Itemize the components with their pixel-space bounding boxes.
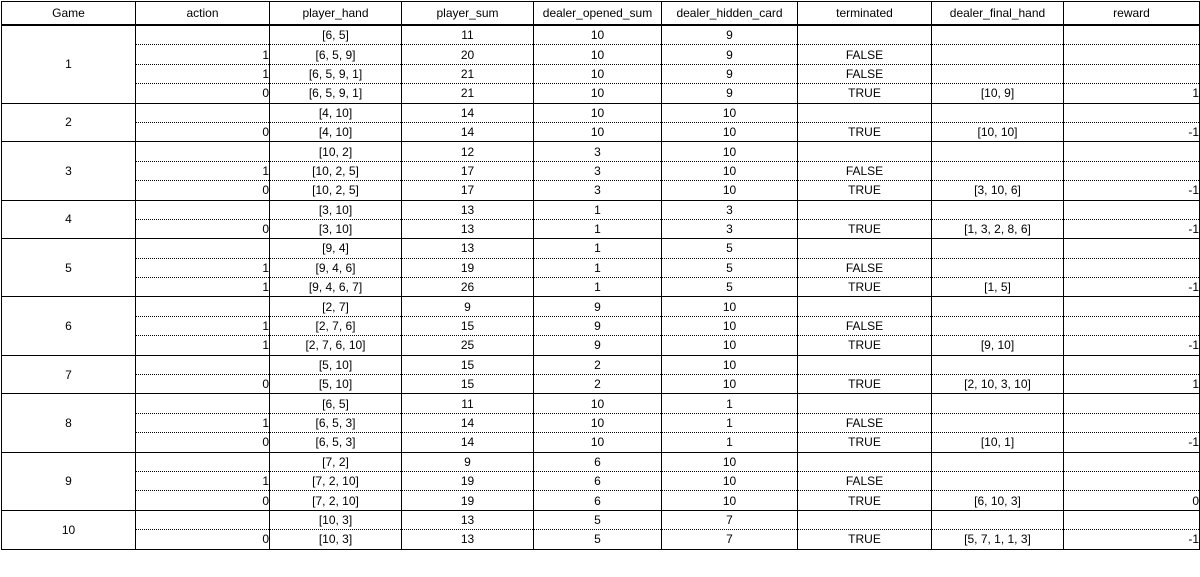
cell-action [136,142,270,161]
cell-player-sum: 13 [402,219,534,238]
table-row [2,491,1200,510]
cell-player-hand: [6, 5, 9] [270,45,402,64]
cell-player-hand: [7, 2] [270,452,402,471]
cell-dealer-hidden-card: 3 [662,200,798,219]
cell-dealer-final-hand [932,413,1064,432]
table-row [2,103,1200,122]
cell-player-sum: 19 [402,258,534,277]
cell-player-sum: 19 [402,471,534,490]
cell-reward [1064,161,1200,180]
cell-action: 0 [136,122,270,141]
cell-action: 1 [136,471,270,490]
cell-terminated: FALSE [798,45,932,64]
cell-game: 5 [2,239,136,297]
cell-reward [1064,239,1200,258]
cell-action: 1 [136,336,270,355]
table-row [2,413,1200,432]
cell-player-hand: [6, 5] [270,394,402,413]
cell-action [136,103,270,122]
cell-action: 0 [136,84,270,103]
cell-dealer-final-hand: [9, 10] [932,336,1064,355]
cell-player-hand: [6, 5] [270,25,402,45]
cell-player-sum: 19 [402,491,534,510]
cell-dealer-final-hand: [3, 10, 6] [932,181,1064,200]
cell-dealer-hidden-card: 5 [662,258,798,277]
cell-dealer-opened-sum: 10 [534,413,662,432]
cell-player-sum: 25 [402,336,534,355]
cell-dealer-opened-sum: 10 [534,103,662,122]
cell-dealer-opened-sum: 1 [534,239,662,258]
header-row [2,2,1200,26]
cell-game: 10 [2,510,136,549]
cell-dealer-opened-sum: 6 [534,471,662,490]
cell-dealer-hidden-card: 10 [662,336,798,355]
cell-player-sum: 21 [402,64,534,83]
cell-reward [1064,471,1200,490]
cell-action: 0 [136,219,270,238]
table-row [2,530,1200,549]
cell-dealer-hidden-card: 10 [662,355,798,374]
cell-terminated: TRUE [798,84,932,103]
cell-dealer-hidden-card: 1 [662,413,798,432]
cell-player-sum: 15 [402,375,534,394]
cell-dealer-final-hand: [10, 10] [932,122,1064,141]
cell-terminated: TRUE [798,530,932,549]
cell-dealer-opened-sum: 3 [534,181,662,200]
cell-reward: -1 [1064,122,1200,141]
cell-reward: 1 [1064,84,1200,103]
cell-dealer-hidden-card: 7 [662,510,798,529]
table-row [2,316,1200,335]
cell-terminated: TRUE [798,122,932,141]
cell-dealer-final-hand [932,258,1064,277]
cell-player-sum: 13 [402,530,534,549]
cell-dealer-final-hand [932,45,1064,64]
cell-reward [1064,103,1200,122]
cell-dealer-hidden-card: 3 [662,219,798,238]
cell-reward: -1 [1064,530,1200,549]
header-dealer-opened-sum: dealer_opened_sum [534,2,662,26]
blackjack-games-table [1,1,1200,550]
cell-player-hand: [6, 5, 9, 1] [270,64,402,83]
header-reward: reward [1064,2,1200,26]
cell-reward: -1 [1064,219,1200,238]
cell-dealer-hidden-card: 9 [662,64,798,83]
cell-reward [1064,510,1200,529]
cell-action [136,510,270,529]
cell-player-sum: 13 [402,200,534,219]
cell-dealer-final-hand [932,510,1064,529]
table-row [2,84,1200,103]
cell-action: 1 [136,258,270,277]
header-player-sum: player_sum [402,2,534,26]
cell-dealer-opened-sum: 10 [534,394,662,413]
cell-game: 1 [2,25,136,103]
cell-player-hand: [10, 3] [270,510,402,529]
cell-reward [1064,45,1200,64]
table-row [2,142,1200,161]
cell-dealer-final-hand [932,161,1064,180]
cell-action [136,239,270,258]
cell-dealer-final-hand [932,355,1064,374]
cell-player-hand: [6, 5, 3] [270,413,402,432]
cell-dealer-hidden-card: 10 [662,375,798,394]
cell-player-sum: 14 [402,103,534,122]
cell-terminated: TRUE [798,491,932,510]
cell-reward: 1 [1064,375,1200,394]
cell-player-hand: [2, 7] [270,297,402,316]
cell-action [136,297,270,316]
table-row [2,45,1200,64]
table-row [2,510,1200,529]
cell-dealer-final-hand: [2, 10, 3, 10] [932,375,1064,394]
cell-game: 4 [2,200,136,239]
cell-dealer-opened-sum: 1 [534,258,662,277]
cell-dealer-opened-sum: 10 [534,64,662,83]
table-row [2,25,1200,45]
cell-dealer-final-hand [932,297,1064,316]
cell-action [136,200,270,219]
cell-dealer-final-hand: [6, 10, 3] [932,491,1064,510]
cell-game: 3 [2,142,136,200]
cell-action: 1 [136,161,270,180]
header-dealer-final-hand: dealer_final_hand [932,2,1064,26]
cell-game: 2 [2,103,136,142]
cell-player-hand: [2, 7, 6] [270,316,402,335]
cell-terminated [798,355,932,374]
cell-terminated: FALSE [798,161,932,180]
cell-player-sum: 17 [402,161,534,180]
table-row [2,64,1200,83]
cell-player-sum: 15 [402,355,534,374]
cell-reward: -1 [1064,336,1200,355]
table-row [2,278,1200,297]
cell-dealer-hidden-card: 7 [662,530,798,549]
cell-action: 0 [136,491,270,510]
cell-player-sum: 12 [402,142,534,161]
cell-dealer-hidden-card: 10 [662,122,798,141]
cell-dealer-opened-sum: 9 [534,316,662,335]
cell-dealer-opened-sum: 9 [534,336,662,355]
cell-reward: -1 [1064,433,1200,452]
cell-player-hand: [4, 10] [270,122,402,141]
cell-reward [1064,355,1200,374]
cell-dealer-opened-sum: 2 [534,355,662,374]
cell-terminated [798,103,932,122]
cell-dealer-final-hand: [1, 5] [932,278,1064,297]
cell-terminated [798,394,932,413]
cell-dealer-hidden-card: 10 [662,297,798,316]
cell-reward [1064,25,1200,45]
cell-dealer-hidden-card: 10 [662,491,798,510]
cell-player-sum: 11 [402,394,534,413]
cell-reward [1064,258,1200,277]
cell-dealer-final-hand [932,25,1064,45]
cell-terminated [798,297,932,316]
table-row [2,122,1200,141]
cell-player-hand: [2, 7, 6, 10] [270,336,402,355]
cell-action: 1 [136,278,270,297]
cell-terminated [798,200,932,219]
cell-dealer-final-hand [932,200,1064,219]
cell-dealer-opened-sum: 10 [534,122,662,141]
cell-dealer-final-hand [932,64,1064,83]
cell-player-sum: 14 [402,413,534,432]
cell-dealer-hidden-card: 10 [662,181,798,200]
cell-player-sum: 17 [402,181,534,200]
cell-player-sum: 26 [402,278,534,297]
cell-terminated [798,239,932,258]
cell-dealer-opened-sum: 3 [534,142,662,161]
table-body [2,25,1200,549]
cell-terminated: FALSE [798,413,932,432]
header-player-hand: player_hand [270,2,402,26]
cell-dealer-opened-sum: 5 [534,530,662,549]
cell-player-hand: [3, 10] [270,200,402,219]
cell-player-hand: [10, 2] [270,142,402,161]
cell-terminated: TRUE [798,278,932,297]
cell-player-hand: [10, 3] [270,530,402,549]
cell-dealer-opened-sum: 3 [534,161,662,180]
cell-action [136,25,270,45]
table-row [2,375,1200,394]
cell-player-sum: 14 [402,122,534,141]
cell-game: 9 [2,452,136,510]
cell-dealer-hidden-card: 10 [662,142,798,161]
cell-terminated [798,25,932,45]
cell-dealer-opened-sum: 1 [534,219,662,238]
cell-player-sum: 21 [402,84,534,103]
cell-action: 0 [136,181,270,200]
table-row [2,200,1200,219]
cell-dealer-opened-sum: 2 [534,375,662,394]
cell-reward: 0 [1064,491,1200,510]
cell-reward [1064,394,1200,413]
cell-action: 0 [136,530,270,549]
cell-dealer-final-hand [932,142,1064,161]
cell-terminated: TRUE [798,181,932,200]
cell-dealer-hidden-card: 5 [662,239,798,258]
cell-dealer-hidden-card: 10 [662,161,798,180]
cell-reward [1064,452,1200,471]
cell-dealer-final-hand: [1, 3, 2, 8, 6] [932,219,1064,238]
cell-player-hand: [6, 5, 3] [270,433,402,452]
cell-reward [1064,142,1200,161]
table-row [2,471,1200,490]
header-game: Game [2,2,136,26]
table-row [2,433,1200,452]
cell-player-sum: 9 [402,452,534,471]
cell-terminated: TRUE [798,375,932,394]
cell-dealer-hidden-card: 5 [662,278,798,297]
cell-action [136,394,270,413]
cell-player-hand: [3, 10] [270,219,402,238]
cell-action: 0 [136,375,270,394]
cell-terminated: FALSE [798,316,932,335]
cell-player-hand: [7, 2, 10] [270,471,402,490]
header-action: action [136,2,270,26]
cell-player-sum: 9 [402,297,534,316]
cell-dealer-hidden-card: 10 [662,316,798,335]
cell-dealer-hidden-card: 1 [662,394,798,413]
cell-dealer-hidden-card: 10 [662,452,798,471]
cell-player-sum: 13 [402,239,534,258]
cell-dealer-hidden-card: 10 [662,103,798,122]
cell-terminated: TRUE [798,219,932,238]
cell-dealer-hidden-card: 1 [662,433,798,452]
cell-player-sum: 11 [402,25,534,45]
cell-player-hand: [4, 10] [270,103,402,122]
cell-dealer-hidden-card: 9 [662,25,798,45]
table-row [2,394,1200,413]
cell-dealer-opened-sum: 10 [534,84,662,103]
cell-terminated: FALSE [798,258,932,277]
cell-dealer-opened-sum: 1 [534,278,662,297]
cell-dealer-hidden-card: 10 [662,471,798,490]
cell-dealer-opened-sum: 6 [534,491,662,510]
table-row [2,258,1200,277]
table-row [2,452,1200,471]
cell-dealer-opened-sum: 6 [534,452,662,471]
cell-action [136,355,270,374]
cell-action: 1 [136,45,270,64]
cell-reward [1064,413,1200,432]
cell-terminated: TRUE [798,433,932,452]
cell-terminated: FALSE [798,471,932,490]
table-row [2,355,1200,374]
cell-action [136,452,270,471]
cell-dealer-opened-sum: 5 [534,510,662,529]
cell-dealer-opened-sum: 1 [534,200,662,219]
cell-dealer-opened-sum: 10 [534,433,662,452]
table-row [2,219,1200,238]
cell-action: 1 [136,316,270,335]
table-row [2,297,1200,316]
cell-dealer-final-hand [932,471,1064,490]
cell-dealer-opened-sum: 10 [534,25,662,45]
header-terminated: terminated [798,2,932,26]
table-row [2,239,1200,258]
cell-terminated [798,142,932,161]
cell-terminated [798,510,932,529]
cell-dealer-final-hand: [10, 1] [932,433,1064,452]
cell-dealer-final-hand [932,316,1064,335]
cell-dealer-final-hand [932,452,1064,471]
cell-dealer-hidden-card: 9 [662,45,798,64]
cell-player-sum: 14 [402,433,534,452]
cell-reward [1064,316,1200,335]
cell-dealer-final-hand [932,239,1064,258]
cell-dealer-final-hand [932,394,1064,413]
cell-player-hand: [9, 4, 6, 7] [270,278,402,297]
cell-player-hand: [5, 10] [270,375,402,394]
cell-dealer-hidden-card: 9 [662,84,798,103]
table-row [2,161,1200,180]
cell-dealer-opened-sum: 10 [534,45,662,64]
cell-player-hand: [9, 4] [270,239,402,258]
cell-player-hand: [5, 10] [270,355,402,374]
cell-reward: -1 [1064,278,1200,297]
cell-action: 1 [136,64,270,83]
cell-reward [1064,297,1200,316]
cell-player-sum: 15 [402,316,534,335]
cell-game: 7 [2,355,136,394]
cell-dealer-final-hand [932,103,1064,122]
cell-player-hand: [7, 2, 10] [270,491,402,510]
table-row [2,336,1200,355]
cell-terminated: FALSE [798,64,932,83]
cell-action: 1 [136,413,270,432]
cell-dealer-opened-sum: 9 [534,297,662,316]
cell-player-hand: [10, 2, 5] [270,161,402,180]
cell-dealer-final-hand: [5, 7, 1, 1, 3] [932,530,1064,549]
cell-game: 6 [2,297,136,355]
cell-reward: -1 [1064,181,1200,200]
table-row [2,181,1200,200]
cell-player-sum: 13 [402,510,534,529]
cell-reward [1064,64,1200,83]
cell-game: 8 [2,394,136,452]
cell-dealer-final-hand: [10, 9] [932,84,1064,103]
header-dealer-hidden-card: dealer_hidden_card [662,2,798,26]
cell-terminated: TRUE [798,336,932,355]
cell-reward [1064,200,1200,219]
cell-terminated [798,452,932,471]
cell-action: 0 [136,433,270,452]
cell-player-hand: [10, 2, 5] [270,181,402,200]
cell-player-hand: [9, 4, 6] [270,258,402,277]
cell-player-hand: [6, 5, 9, 1] [270,84,402,103]
cell-player-sum: 20 [402,45,534,64]
